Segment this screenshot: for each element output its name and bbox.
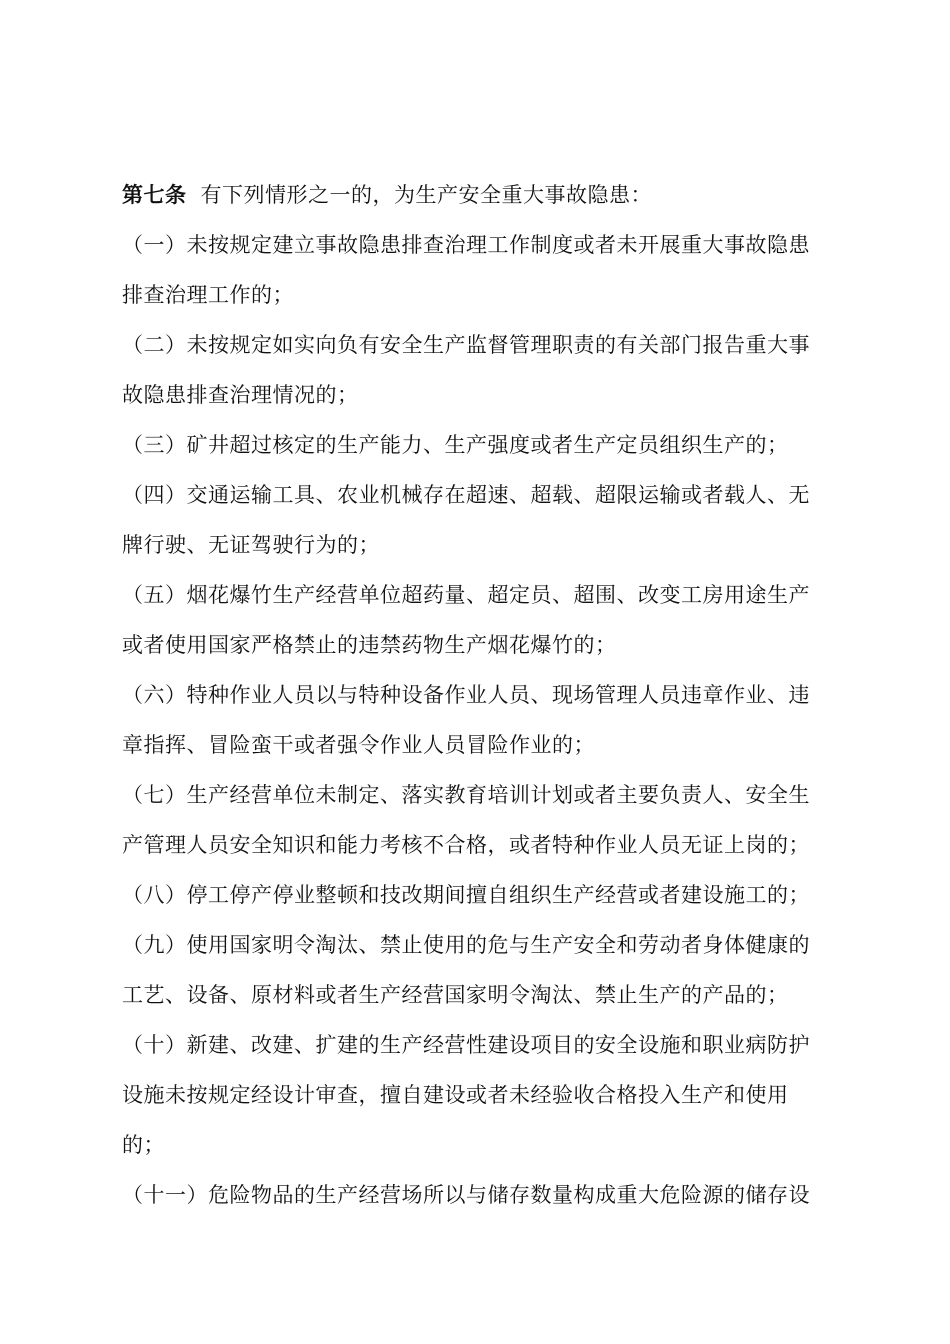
article-heading: [122, 170, 822, 220]
list-item: （三）矿井超过核定的生产能力、生产强度或者生产定员组织生产的；: [122, 433, 789, 457]
list-item: （八）停工停产停业整顿和技改期间擅自组织生产经营或者建设施工的；: [122, 883, 810, 907]
list-item: （五）烟花爆竹生产经营单位超药量、超定员、超围、改变工房用途生产或者使用国家严格禁止的违禁药物生产烟花爆竹的；: [122, 583, 810, 657]
list-item: （十一）危险物品的生产经营场所以与储存数量构成重大危险源的储存设: [122, 1183, 810, 1207]
article-label: 第七条: [122, 183, 187, 207]
list-item: （一）未按规定建立事故隐患排查治理工作制度或者未开展重大事故隐患排查治理工作的；: [122, 233, 810, 307]
list-item: （二）未按规定如实向负有安全生产监督管理职责的有关部门报告重大事故隐患排查治理情况的；: [122, 333, 810, 407]
list-item: （四）交通运输工具、农业机械存在超速、超载、超限运输或者载人、无牌行驶、无证驾驶行为的；: [122, 483, 810, 557]
list-item: （十）新建、改建、扩建的生产经营性建设项目的安全设施和职业病防护设施未按规定经设计审查，擅自建设或者未经验收合格投入生产和使用的；: [122, 1033, 810, 1157]
list-item: （六）特种作业人员以与特种设备作业人员、现场管理人员违章作业、违章指挥、冒险蛮干或者强令作业人员冒险作业的；: [122, 683, 810, 757]
list-item: （九）使用国家明令淘汰、禁止使用的危与生产安全和劳动者身体健康的工艺、设备、原材料或者生产经营国家明令淘汰、禁止生产的产品的；: [122, 933, 810, 1007]
article-intro: 有下列情形之一的，为生产安全重大事故隐患：: [200, 183, 652, 207]
article-body: [122, 170, 822, 1220]
list-item: （七）生产经营单位未制定、落实教育培训计划或者主要负责人、安全生产管理人员安全知识和能力考核不合格，或者特种作业人员无证上岗的；: [122, 783, 810, 857]
